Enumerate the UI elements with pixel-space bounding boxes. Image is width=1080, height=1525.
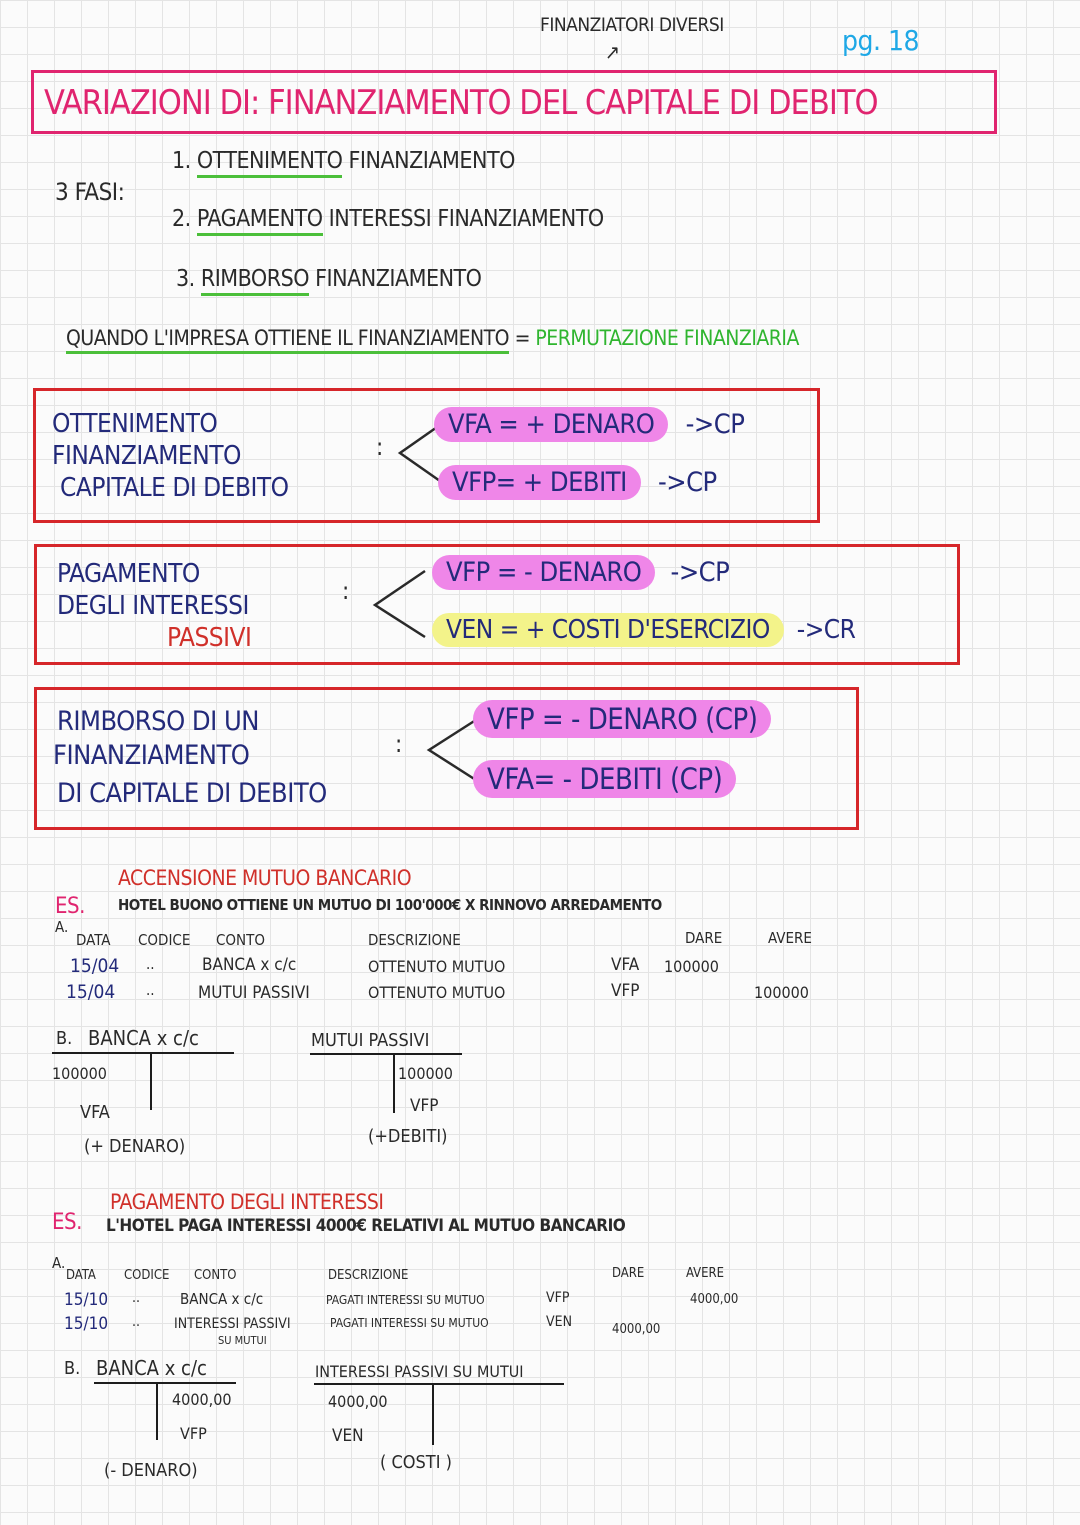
- ex2-r2-dare: 4000,00: [612, 1322, 661, 1337]
- ex2-tleft-value: 4000,00: [172, 1390, 232, 1409]
- box1-colon: :: [376, 433, 384, 461]
- example1-text: HOTEL BUONO OTTIENE UN MUTUO DI 100'000€ X RINNOVO ARREDAMENTO: [118, 896, 662, 914]
- phase-3: 3. RIMBORSO FINANZIAMENTO: [176, 266, 481, 292]
- ex2-r1-avere: 4000,00: [690, 1292, 739, 1307]
- ex2-tleft-vline: [156, 1382, 158, 1440]
- ex2-tright-title: INTERESSI PASSIVI SU MUTUI: [315, 1362, 524, 1381]
- example1-a: A.: [55, 918, 69, 936]
- ex1-r1-descr: OTTENUTO MUTUO: [368, 957, 506, 976]
- phase-2-rest: INTERESSI FINANZIAMENTO: [328, 206, 604, 232]
- ex1-tright-var: VFP: [410, 1096, 439, 1116]
- ex2-r1-data: 15/10: [64, 1290, 109, 1310]
- ex1-tleft-var: VFA: [80, 1102, 110, 1123]
- phase-3-key: RIMBORSO: [201, 266, 309, 296]
- ex1-r2-var: VFP: [611, 981, 640, 1001]
- ex2-h-descr: DESCRIZIONE: [328, 1268, 409, 1283]
- box2-title-2: DEGLI INTERESSI: [57, 591, 249, 621]
- ex2-tright-hline: [314, 1383, 564, 1385]
- ex2-tleft-note: (- DENARO): [104, 1460, 198, 1481]
- ex1-h-avere: AVERE: [768, 929, 812, 947]
- phase-2-key: PAGAMENTO: [197, 206, 323, 236]
- ex2-r2-data: 15/10: [64, 1314, 109, 1334]
- box2-colon: :: [342, 577, 350, 605]
- phase-2: 2. PAGAMENTO INTERESSI FINANZIAMENTO: [172, 206, 604, 232]
- ex1-tright-value: 100000: [398, 1064, 453, 1083]
- ex1-tleft-vline: [150, 1052, 152, 1110]
- ex2-h-avere: AVERE: [686, 1266, 725, 1281]
- ex1-tleft-title: BANCA x c/c: [88, 1026, 199, 1050]
- ex1-tleft-hline: [52, 1052, 234, 1054]
- ex1-tright-vline: [393, 1053, 395, 1113]
- ex2-tleft-title: BANCA x c/c: [96, 1356, 207, 1380]
- page-number: pg. 18: [842, 24, 920, 57]
- box-pagamento: [34, 544, 960, 665]
- ex2-r2-conto2: SU MUTUI: [218, 1334, 267, 1347]
- ex1-h-codice: CODICE: [138, 931, 191, 949]
- ex1-b: B.: [56, 1028, 73, 1049]
- quando-line: [66, 326, 799, 350]
- box1-row-2: VFP= + DEBITI ->CP: [438, 467, 717, 498]
- ex1-r1-codice: ..: [146, 955, 155, 973]
- ex2-tleft-hline: [94, 1382, 236, 1384]
- ex1-tright-note: (+DEBITI): [368, 1126, 448, 1147]
- quando-right: PERMUTAZIONE FINANZIARIA: [535, 326, 799, 350]
- ex2-r1-conto: BANCA x c/c: [180, 1290, 264, 1308]
- ex2-h-codice: CODICE: [124, 1268, 170, 1283]
- ex1-r1-var: VFA: [611, 955, 640, 975]
- ex1-tright-hline: [310, 1053, 462, 1055]
- ex1-r1-data: 15/04: [70, 955, 120, 977]
- box3-title-3: DI CAPITALE DI DEBITO: [57, 778, 327, 809]
- ex2-tright-note: ( COSTI ): [380, 1452, 452, 1473]
- ex1-h-descr: DESCRIZIONE: [368, 931, 461, 949]
- ex1-tright-title: MUTUI PASSIVI: [311, 1030, 430, 1051]
- box3-colon: :: [395, 730, 403, 758]
- example1-es: ES.: [55, 894, 85, 919]
- ex2-tright-value: 4000,00: [328, 1392, 388, 1411]
- ex2-r2-var: VEN: [546, 1314, 572, 1330]
- box2-title-3: PASSIVI: [167, 623, 252, 653]
- box-ottenimento: [33, 388, 820, 523]
- ex1-tleft-note: (+ DENARO): [84, 1136, 186, 1157]
- phase-1-rest: FINANZIAMENTO: [348, 148, 515, 174]
- ex2-r1-descr: PAGATI INTERESSI SU MUTUO: [326, 1293, 485, 1307]
- ex2-tleft-var: VFP: [180, 1424, 207, 1443]
- ex1-h-dare: DARE: [685, 929, 723, 947]
- box2-row-1: VFP = - DENARO ->CP: [432, 557, 729, 588]
- ex2-r1-codice: ..: [132, 1290, 140, 1306]
- ex2-tright-var: VEN: [332, 1426, 364, 1446]
- ex1-r2-data: 15/04: [66, 981, 116, 1003]
- financiers-note: FINANZIATORI DIVERSI: [540, 14, 724, 36]
- box1-title-3: CAPITALE DI DEBITO: [60, 473, 289, 503]
- box3-row-1: VFP = - DENARO (CP): [473, 702, 771, 736]
- ex1-r2-descr: OTTENUTO MUTUO: [368, 983, 506, 1002]
- example1-heading: ACCENSIONE MUTUO BANCARIO: [118, 866, 412, 890]
- ex1-h-conto: CONTO: [216, 931, 265, 949]
- ex2-h-data: DATA: [66, 1268, 96, 1283]
- box1-title-1: OTTENIMENTO: [52, 409, 218, 439]
- ex2-tright-vline: [432, 1383, 434, 1445]
- ex1-r1-conto: BANCA x c/c: [202, 955, 297, 975]
- ex2-r1-var: VFP: [546, 1290, 570, 1306]
- ex1-r2-codice: ..: [146, 981, 155, 999]
- example2-es: ES.: [52, 1210, 82, 1235]
- title-box: [31, 70, 997, 134]
- box3-row-2: VFA= - DEBITI (CP): [473, 762, 736, 796]
- box2-title-1: PAGAMENTO: [57, 559, 200, 589]
- example2-text: L'HOTEL PAGA INTERESSI 4000€ RELATIVI AL MUTUO BANCARIO: [106, 1216, 626, 1236]
- arrow-icon: ↗: [605, 40, 621, 64]
- quando-eq: =: [514, 326, 530, 350]
- page-title: VARIAZIONI DI: FINANZIAMENTO DEL CAPITALE DI DEBITO: [44, 83, 878, 123]
- ex2-b: B.: [64, 1358, 81, 1379]
- ex1-r2-avere: 100000: [754, 983, 809, 1002]
- ex1-tleft-value: 100000: [52, 1064, 107, 1083]
- phases-label: 3 FASI:: [55, 178, 125, 206]
- box3-title-1: RIMBORSO DI UN: [57, 706, 259, 737]
- ex2-r2-descr: PAGATI INTERESSI SU MUTUO: [330, 1316, 489, 1330]
- ex1-r1-dare: 100000: [664, 957, 719, 976]
- phase-1: 1. OTTENIMENTO FINANZIAMENTO: [172, 148, 515, 174]
- ex2-h-conto: CONTO: [194, 1268, 237, 1283]
- ex2-h-dare: DARE: [612, 1266, 645, 1281]
- ex2-r2-codice: ..: [132, 1314, 140, 1330]
- quando-left: QUANDO L'IMPRESA OTTIENE IL FINANZIAMENTO: [66, 326, 509, 354]
- example2-heading: PAGAMENTO DEGLI INTERESSI: [110, 1190, 384, 1214]
- box-rimborso: [34, 687, 859, 830]
- box1-row-1: VFA = + DENARO ->CP: [434, 409, 744, 440]
- phase-3-rest: FINANZIAMENTO: [315, 266, 482, 292]
- ex1-h-data: DATA: [76, 931, 111, 949]
- ex1-r2-conto: MUTUI PASSIVI: [198, 983, 310, 1003]
- phase-1-key: OTTENIMENTO: [197, 148, 343, 178]
- ex2-r2-conto: INTERESSI PASSIVI: [174, 1316, 291, 1332]
- example2-a: A.: [52, 1254, 66, 1272]
- box3-title-2: FINANZIAMENTO: [53, 740, 250, 771]
- box1-title-2: FINANZIAMENTO: [52, 441, 241, 471]
- box2-row-2: VEN = + COSTI D'ESERCIZIO ->CR: [432, 615, 855, 645]
- branch-arrow-icon: [369, 565, 429, 641]
